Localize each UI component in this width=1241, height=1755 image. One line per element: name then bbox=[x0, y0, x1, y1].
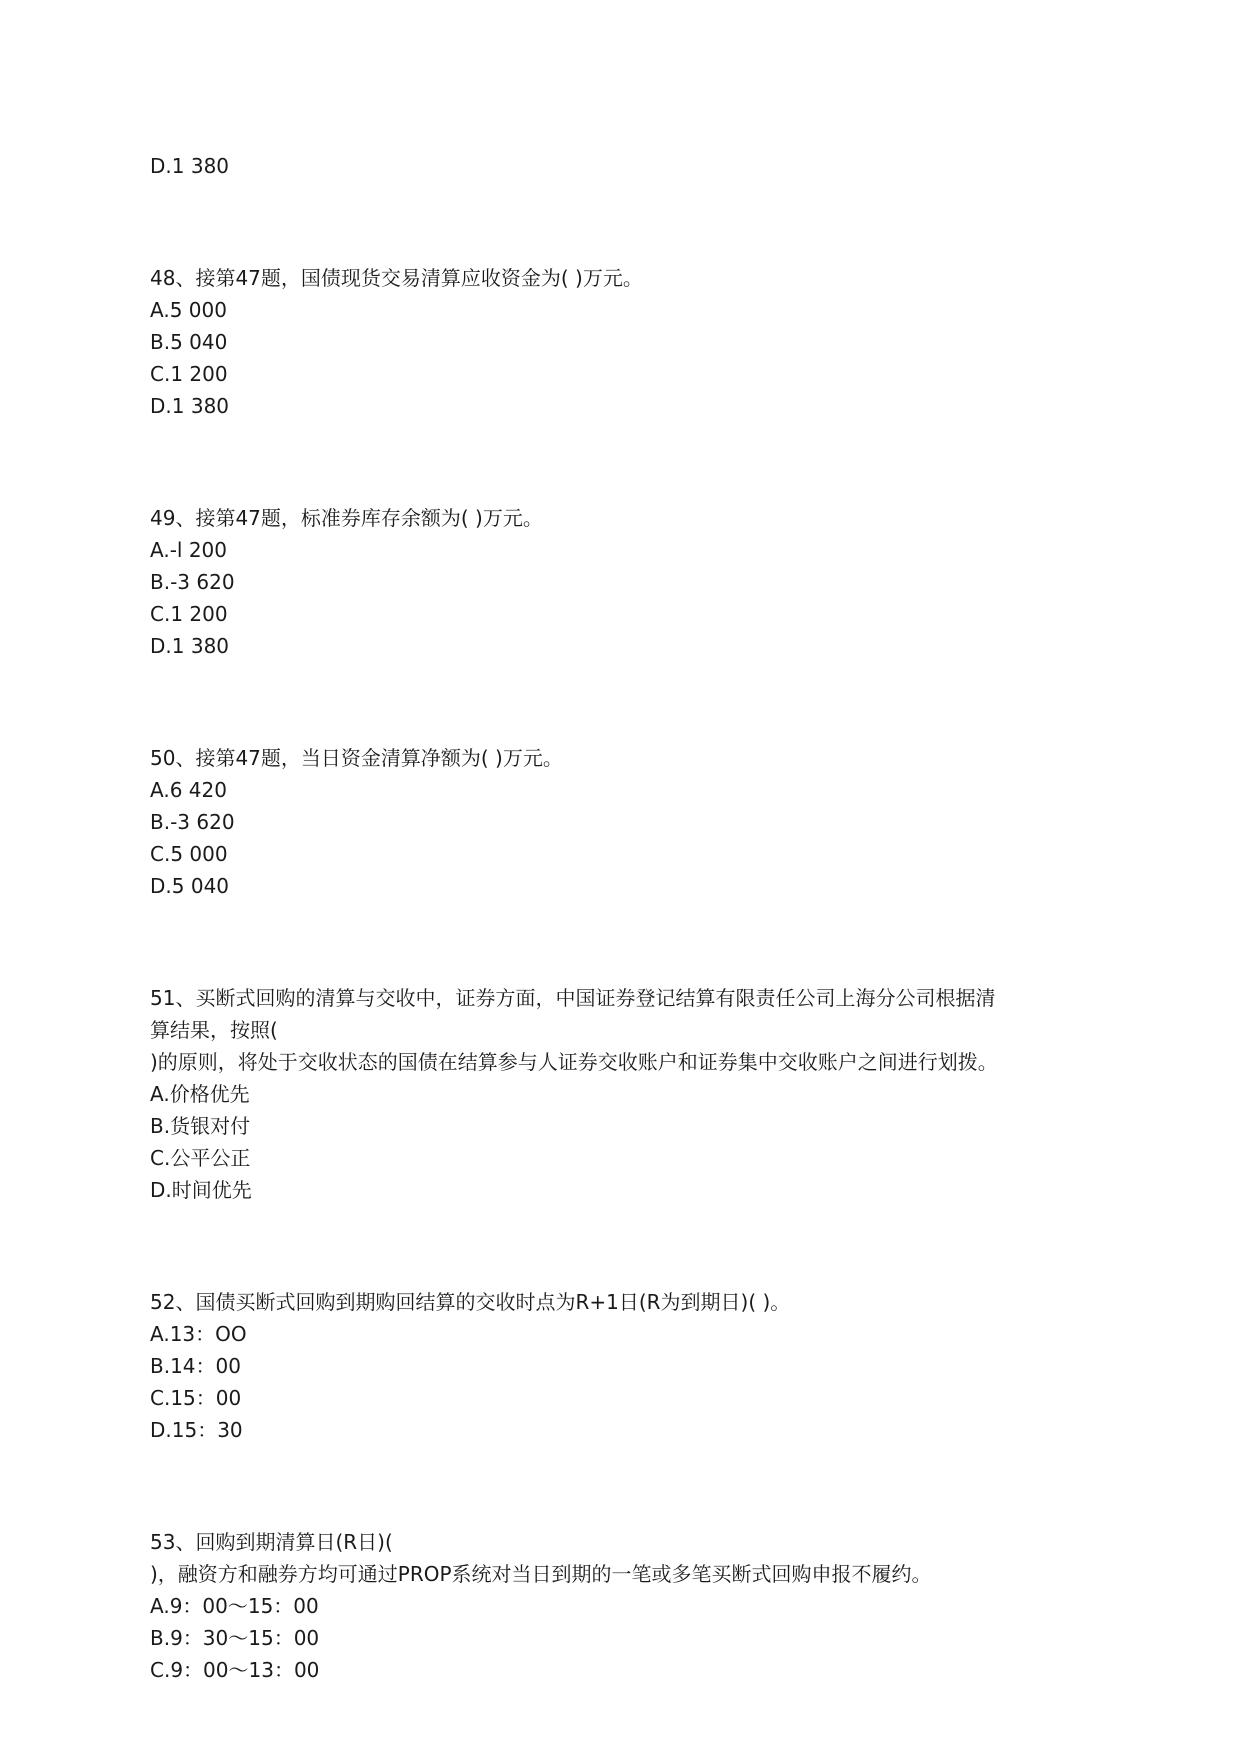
question-spacer bbox=[150, 182, 1090, 262]
question-stem: 52、国债买断式回购到期购回结算的交收时点为R+1日(R为到期日)( )。 bbox=[150, 1290, 791, 1314]
answer-option: A.5 000 bbox=[150, 298, 227, 322]
answer-option: B.货银对付 bbox=[150, 1114, 251, 1138]
question-stem: )，融资方和融券方均可通过PROP系统对当日到期的一笔或多笔买断式回购申报不履约。 bbox=[150, 1562, 932, 1586]
question-list bbox=[150, 150, 1090, 1686]
answer-option: B.14：00 bbox=[150, 1354, 241, 1378]
question-block bbox=[150, 262, 1090, 422]
question-block bbox=[150, 742, 1090, 902]
answer-option: B.-3 620 bbox=[150, 810, 235, 834]
answer-option: A.价格优先 bbox=[150, 1082, 250, 1106]
answer-option: B.-3 620 bbox=[150, 570, 235, 594]
answer-option: D.时间优先 bbox=[150, 1178, 252, 1202]
answer-option: C.15：00 bbox=[150, 1386, 242, 1410]
question-block bbox=[150, 502, 1090, 662]
answer-option: A.6 420 bbox=[150, 778, 227, 802]
question-stem: 49、接第47题，标准券库存余额为( )万元。 bbox=[150, 506, 543, 530]
answer-option: D.5 040 bbox=[150, 874, 230, 898]
question-stem: 算结果，按照( bbox=[150, 1018, 278, 1042]
answer-option: B.9：30～15：00 bbox=[150, 1626, 320, 1650]
question-stem: 48、接第47题，国债现货交易清算应收资金为( )万元。 bbox=[150, 266, 643, 290]
answer-option: A.-l 200 bbox=[150, 538, 227, 562]
question-spacer bbox=[150, 1206, 1090, 1286]
question-spacer bbox=[150, 422, 1090, 502]
answer-option: C.5 000 bbox=[150, 842, 228, 866]
question-spacer bbox=[150, 662, 1090, 742]
answer-option: B.5 040 bbox=[150, 330, 228, 354]
leading-option: D.1 380 bbox=[150, 154, 230, 178]
answer-option: A.9：00～15：00 bbox=[150, 1594, 319, 1618]
question-block bbox=[150, 982, 1090, 1206]
answer-option: D.15：30 bbox=[150, 1418, 243, 1442]
answer-option: C.1 200 bbox=[150, 362, 228, 386]
question-stem: 51、买断式回购的清算与交收中，证券方面，中国证券登记结算有限责任公司上海分公司根据清 bbox=[150, 986, 996, 1010]
question-block bbox=[150, 1526, 1090, 1686]
answer-option: D.1 380 bbox=[150, 634, 230, 658]
question-stem: )的原则，将处于交收状态的国债在结算参与人证券交收账户和证券集中交收账户之间进行划拨。 bbox=[150, 1050, 998, 1074]
answer-option: C.公平公正 bbox=[150, 1146, 251, 1170]
question-block bbox=[150, 1286, 1090, 1446]
answer-option: D.1 380 bbox=[150, 394, 230, 418]
question-spacer bbox=[150, 1446, 1090, 1526]
answer-option: A.13：OO bbox=[150, 1322, 247, 1346]
question-stem: 53、回购到期清算日(R日)( bbox=[150, 1530, 393, 1554]
answer-option: C.9：00～13：00 bbox=[150, 1658, 320, 1682]
answer-option: C.1 200 bbox=[150, 602, 228, 626]
question-stem: 50、接第47题，当日资金清算净额为( )万元。 bbox=[150, 746, 563, 770]
question-spacer bbox=[150, 902, 1090, 982]
